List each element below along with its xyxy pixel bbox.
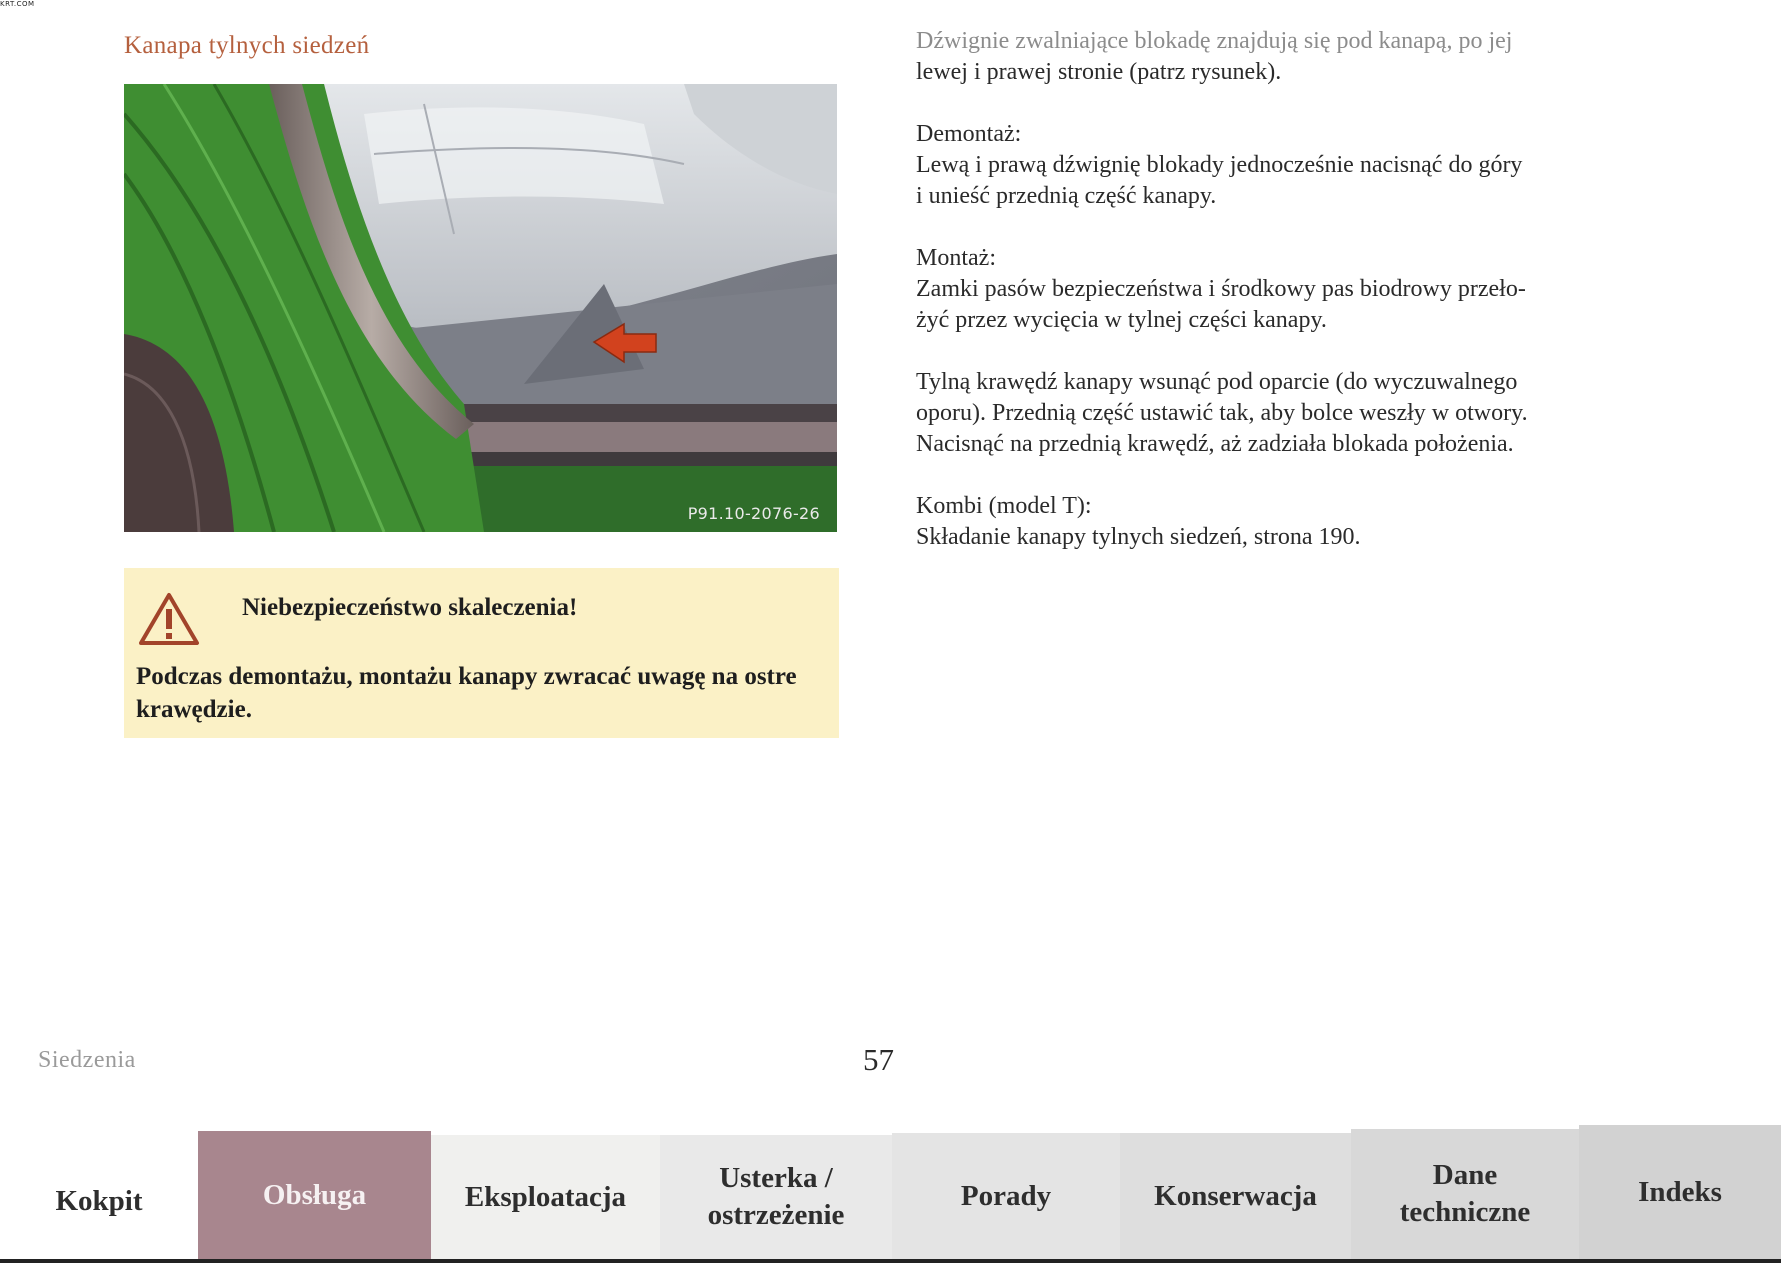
instructions-column [916,26,1632,584]
warning-box [124,568,839,738]
section-title: Kanapa tylnych siedzeń [124,32,370,59]
tab-label: Eksploatacja [464,1180,627,1213]
demontaz-heading: Demontaż: [916,121,1022,147]
warning-triangle-icon [138,592,200,646]
text-line: oporu). Przednią część ustawić tak, aby bolce weszły w otwory. [916,400,1528,426]
montaz-heading: Montaż: [916,245,996,271]
chapter-tab-bar [0,1125,1781,1263]
montaz-paragraph [916,243,1632,336]
tab-dane-techniczne[interactable] [1351,1129,1579,1259]
intro-paragraph [916,26,1632,88]
seat-highlight [364,107,664,204]
text-line: Lewą i prawą dźwignię blokady jednocześnie nacisnąć do góry [916,152,1523,178]
tab-obsluga[interactable] [198,1131,431,1259]
sill-edge [454,452,837,466]
sill-trim [454,422,837,452]
text-line: Tylną krawędź kanapy wsunąć pod oparcie (do wyczuwalnego [916,369,1518,395]
figure-code: P91.10-2076-26 [687,504,820,523]
demontaz-paragraph [916,119,1632,212]
warning-title: Niebezpieczeństwo skaleczenia! [242,594,578,621]
tab-label: Kokpit [55,1184,143,1217]
rear-seat-illustration [124,84,837,532]
warning-text: Podczas demontażu, montażu kanapy zwracać uwagę na ostre krawędzie. [136,663,797,723]
sill-strip [454,404,837,422]
tab-indeks[interactable] [1579,1125,1781,1259]
tab-label: Indeks [1638,1175,1722,1208]
tab-usterka-ostrzezenie[interactable] [660,1135,892,1259]
footer-section-label: Siedzenia [38,1047,136,1073]
text-line: Nacisnąć na przednią krawędź, aż zadziała blokada położenia. [916,431,1514,457]
tab-porady[interactable] [892,1133,1120,1259]
text-line: i unieść przednią część kanapy. [916,183,1217,209]
text-line: lewej i prawej stronie (patrz rysunek). [916,59,1282,85]
illustration-drawing [124,84,837,532]
tab-kokpit[interactable] [0,1143,198,1259]
tab-label: Dane techniczne [1399,1159,1531,1228]
tab-label: Usterka / ostrzeżenie [707,1162,845,1231]
text-line: Składanie kanapy tylnych siedzeń, strona 190. [916,524,1361,550]
tab-label: Obsługa [262,1178,367,1211]
tylna-paragraph [916,367,1632,460]
tab-eksploatacja[interactable] [431,1135,660,1259]
text-line: Zamki pasów bezpieczeństwa i środkowy pas biodrowy przeło- [916,276,1526,302]
corner-watermark: KRT.COM [0,0,35,8]
text-line: żyć przez wycięcia w tylnej części kanapy. [916,307,1327,333]
kombi-heading: Kombi (model T): [916,493,1092,519]
tab-label: Porady [960,1179,1052,1212]
text-line: Dźwignie zwalniające blokadę znajdują się pod kanapą, po jej [916,28,1513,54]
page-number: 57 [863,1042,894,1077]
kombi-paragraph [916,491,1632,553]
tab-label: Konserwacja [1154,1179,1317,1212]
tab-konserwacja[interactable] [1120,1133,1351,1259]
